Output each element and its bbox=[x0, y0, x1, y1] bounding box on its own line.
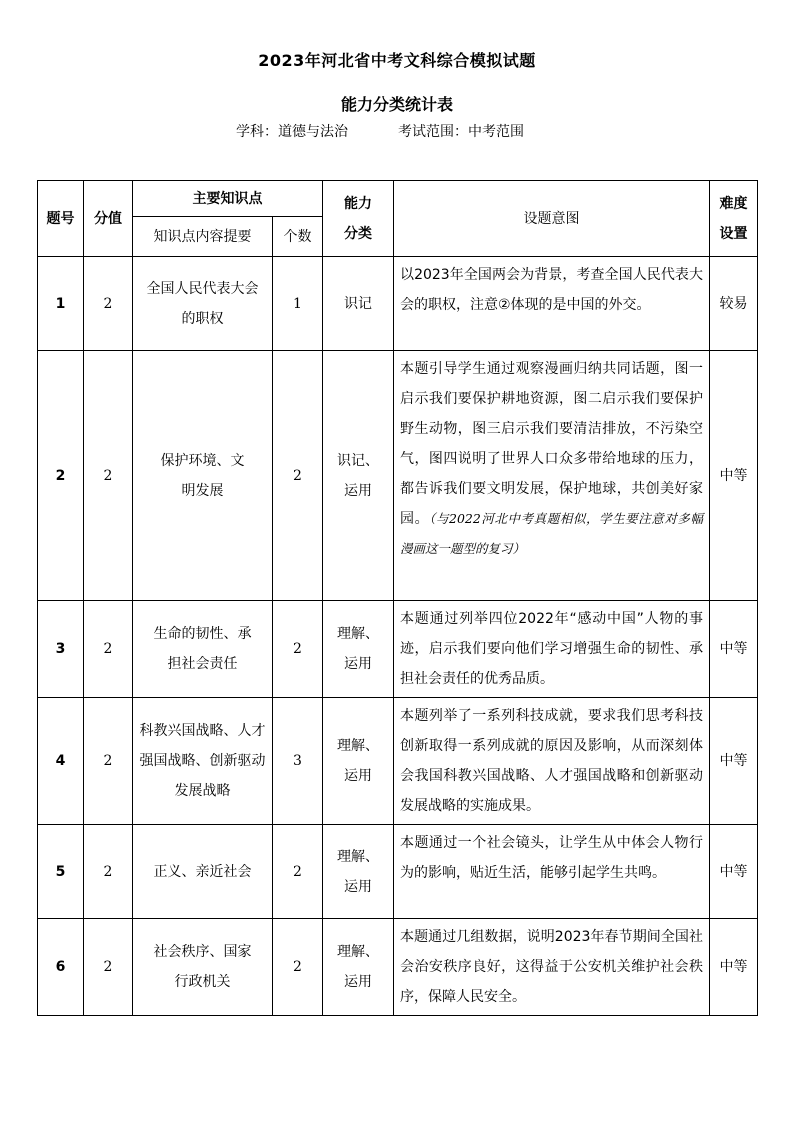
row-knowledge: 正义、亲近社会 bbox=[133, 825, 273, 919]
document-title: 2023年河北省中考文科综合模拟试题 bbox=[258, 51, 536, 70]
row-intent: 本题通过一个社会镜头，让学生从中体会人物行为的影响，贴近生活，能够引起学生共鸣。 bbox=[394, 825, 710, 919]
table-row bbox=[38, 351, 758, 601]
row-score: 2 bbox=[84, 825, 133, 919]
row-num: 4 bbox=[38, 698, 84, 825]
row-ability: 识记、运用 bbox=[323, 351, 394, 601]
row-difficulty: 中等 bbox=[710, 919, 758, 1016]
row-num: 6 bbox=[38, 919, 84, 1016]
table-row bbox=[38, 919, 758, 1016]
row-difficulty: 中等 bbox=[710, 351, 758, 601]
document-subtitle: 能力分类统计表 bbox=[340, 95, 453, 114]
row-ability: 识记 bbox=[323, 257, 394, 351]
subject-label: 学科：道德与法治 bbox=[236, 124, 348, 140]
header-ability: 能力分类 bbox=[323, 181, 394, 257]
row-difficulty: 中等 bbox=[710, 825, 758, 919]
row-num: 1 bbox=[38, 257, 84, 351]
row-intent bbox=[394, 351, 710, 601]
row-num: 3 bbox=[38, 601, 84, 698]
header-num: 题号 bbox=[38, 181, 84, 257]
row-intent: 本题通过列举四位2022年“感动中国”人物的事迹，启示我们要向他们学习增强生命的韧性、承担社会责任的优秀品质。 bbox=[394, 601, 710, 698]
row-count: 3 bbox=[273, 698, 323, 825]
row-intent-note: （与2022河北中考真题相似，学生要注意对多幅漫画这一题型的复习） bbox=[400, 511, 704, 556]
row-knowledge: 保护环境、文明发展 bbox=[133, 351, 273, 601]
row-knowledge: 全国人民代表大会的职权 bbox=[133, 257, 273, 351]
row-intent-text: 本题引导学生通过观察漫画归纳共同话题，图一启示我们要保护耕地资源，图二启示我们要保护野生动物，图三启示我们要清洁排放，不污染空气，图四说明了世界人口众多带给地球的压力，都告诉我们要文明发展，保护地球，共创美好家园。 bbox=[400, 361, 703, 527]
header-difficulty: 难度设置 bbox=[710, 181, 758, 257]
row-score: 2 bbox=[84, 257, 133, 351]
row-ability: 理解、运用 bbox=[323, 919, 394, 1016]
row-ability: 理解、运用 bbox=[323, 601, 394, 698]
table-row bbox=[38, 825, 758, 919]
table-row bbox=[38, 601, 758, 698]
document-meta bbox=[236, 121, 524, 141]
row-difficulty: 中等 bbox=[710, 601, 758, 698]
header-intent: 设题意图 bbox=[394, 181, 710, 257]
row-count: 2 bbox=[273, 601, 323, 698]
row-num: 5 bbox=[38, 825, 84, 919]
row-count: 2 bbox=[273, 919, 323, 1016]
row-difficulty: 较易 bbox=[710, 257, 758, 351]
row-knowledge: 社会秩序、国家行政机关 bbox=[133, 919, 273, 1016]
row-score: 2 bbox=[84, 919, 133, 1016]
row-count: 2 bbox=[273, 351, 323, 601]
header-knowledge: 主要知识点 bbox=[133, 181, 323, 217]
row-knowledge: 科教兴国战略、人才强国战略、创新驱动发展战略 bbox=[133, 698, 273, 825]
row-num: 2 bbox=[38, 351, 84, 601]
row-knowledge: 生命的韧性、承担社会责任 bbox=[133, 601, 273, 698]
row-intent: 以2023年全国两会为背景，考查全国人民代表大会的职权，注意②体现的是中国的外交。 bbox=[394, 257, 710, 351]
row-score: 2 bbox=[84, 351, 133, 601]
header-score: 分值 bbox=[84, 181, 133, 257]
ability-table bbox=[37, 180, 758, 1016]
row-ability: 理解、运用 bbox=[323, 825, 394, 919]
row-intent: 本题列举了一系列科技成就，要求我们思考科技创新取得一系列成就的原因及影响，从而深刻体会我国科教兴国战略、人才强国战略和创新驱动发展战略的实施成果。 bbox=[394, 698, 710, 825]
row-count: 2 bbox=[273, 825, 323, 919]
table-row bbox=[38, 698, 758, 825]
row-score: 2 bbox=[84, 601, 133, 698]
row-count: 1 bbox=[273, 257, 323, 351]
row-intent: 本题通过几组数据，说明2023年春节期间全国社会治安秩序良好，这得益于公安机关维护社会秩序，保障人民安全。 bbox=[394, 919, 710, 1016]
scope-label: 考试范围：中考范围 bbox=[398, 124, 524, 140]
table-row bbox=[38, 257, 758, 351]
header-knowledge-count: 个数 bbox=[273, 217, 323, 257]
row-difficulty: 中等 bbox=[710, 698, 758, 825]
row-ability: 理解、运用 bbox=[323, 698, 394, 825]
row-score: 2 bbox=[84, 698, 133, 825]
header-knowledge-content: 知识点内容提要 bbox=[133, 217, 273, 257]
